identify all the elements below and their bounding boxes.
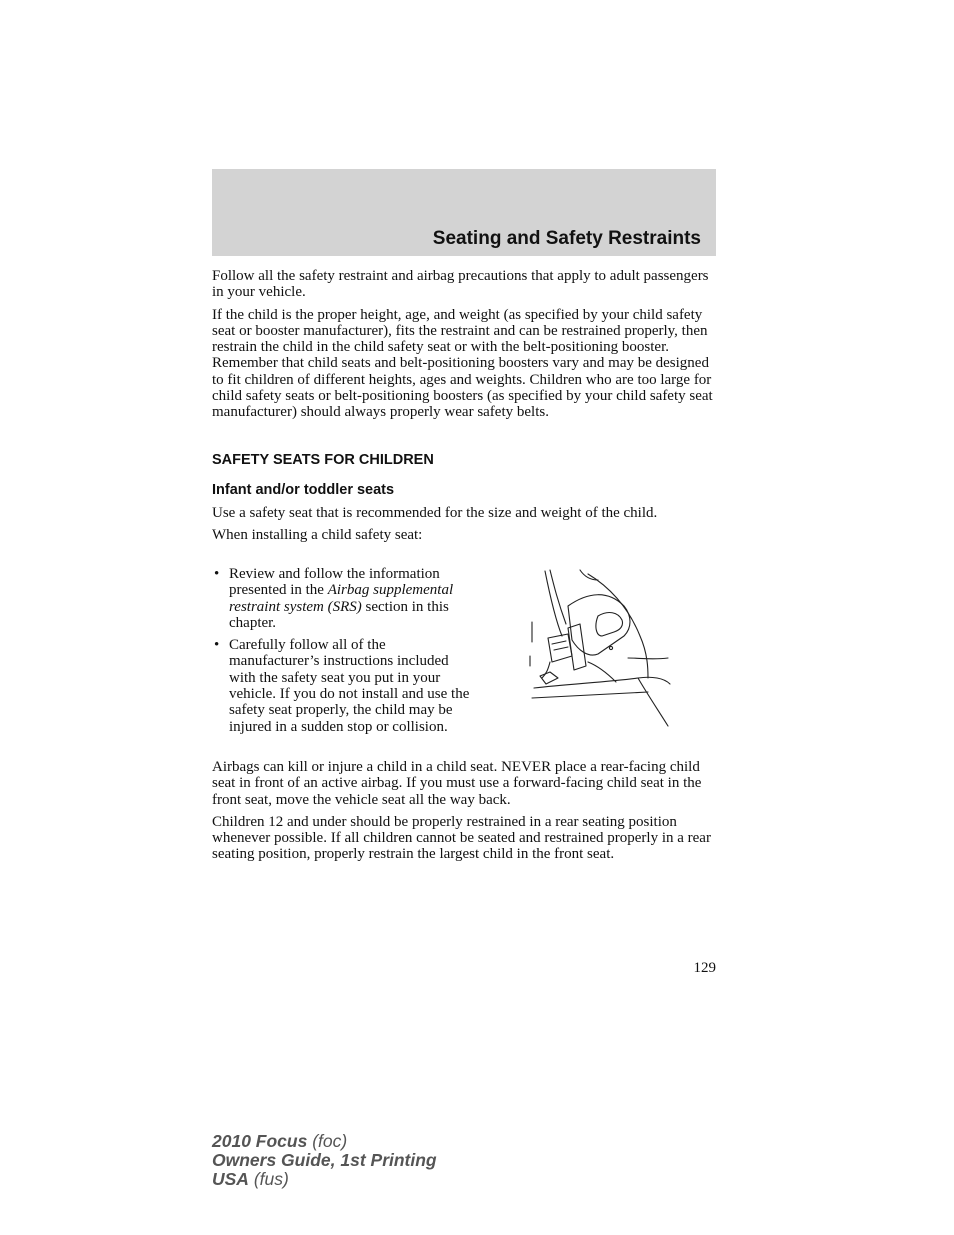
section-header-band	[212, 169, 716, 256]
section-heading: SAFETY SEATS FOR CHILDREN	[212, 452, 434, 468]
footer-model-code: (foc)	[307, 1131, 348, 1151]
bullet-dot-icon: •	[214, 637, 220, 654]
page-number: 129	[693, 960, 716, 976]
bullet-item-1	[212, 566, 472, 631]
intro-text	[212, 268, 716, 427]
seatbelt-buckle-illustration-icon	[528, 566, 672, 734]
footer-region: USA	[212, 1169, 249, 1189]
footer-line-1	[212, 1132, 437, 1151]
bullet-dot-icon: •	[214, 566, 220, 582]
bullet-item-2	[212, 637, 472, 735]
bullet-1-text-end: section in this chapter.	[229, 598, 449, 631]
footer-line-2	[212, 1151, 437, 1170]
subheading: Infant and/or toddler seats	[212, 482, 395, 499]
footer-printing: Owners Guide, 1st Printing	[212, 1150, 437, 1170]
document-footer	[212, 1132, 437, 1189]
footer-line-3	[212, 1170, 437, 1189]
airbag-warning-text	[212, 759, 716, 869]
bullet-1-reference: Airbag supplemental restraint system (SRS)	[229, 582, 454, 615]
section-paragraph-1: Use a safety seat that is recommended for the size and weight of the child.	[212, 504, 658, 521]
section-title: Seating and Safety Restraints	[432, 228, 701, 249]
intro-paragraph-1: Follow all the safety restraint and airbag precautions that apply to adult passengers in your vehicle.	[212, 268, 709, 301]
after-paragraph-1: Airbags can kill or injure a child in a child seat. NEVER place a rear-facing child seat in front of an active airbag. If you must use a forward-facing child seat in the front seat, move the vehicle seat all the way back.	[212, 759, 702, 808]
installation-bullet-list	[212, 566, 472, 741]
intro-paragraph-2: If the child is the proper height, age, and weight (as specified by your child safety seat or booster manufacturer), fits the restraint and can be restrained properly, then restrain the child in the child safety seat or with the belt-positioning booster. Remember that child seats and belt-positioning boosters vary and may be designed to fit children of different heights, ages and weights. Children who are too large for child safety seats or belt-positioning boosters (as specified by your child safety seat manufacturer) should always properly wear safety belts.	[212, 306, 713, 421]
bullet-2-text: Carefully follow all of the manufacturer’s instructions included with the safety seat you put in your vehicle. If you do not install and use the safety seat properly, the child may be injured in a sudden stop or collision.	[229, 637, 470, 735]
bullet-1-text: Review and follow the information presented in the	[229, 566, 440, 599]
safety-seats-section	[212, 452, 716, 549]
after-paragraph-2: Children 12 and under should be properly restrained in a rear seating position whenever possible. If all children cannot be seated and restrained properly in a rear seating position, properly restrain the largest child in the front seat.	[212, 813, 711, 863]
footer-model: 2010 Focus	[212, 1131, 308, 1151]
footer-region-code: (fus)	[248, 1169, 289, 1189]
section-paragraph-2: When installing a child safety seat:	[212, 526, 423, 543]
